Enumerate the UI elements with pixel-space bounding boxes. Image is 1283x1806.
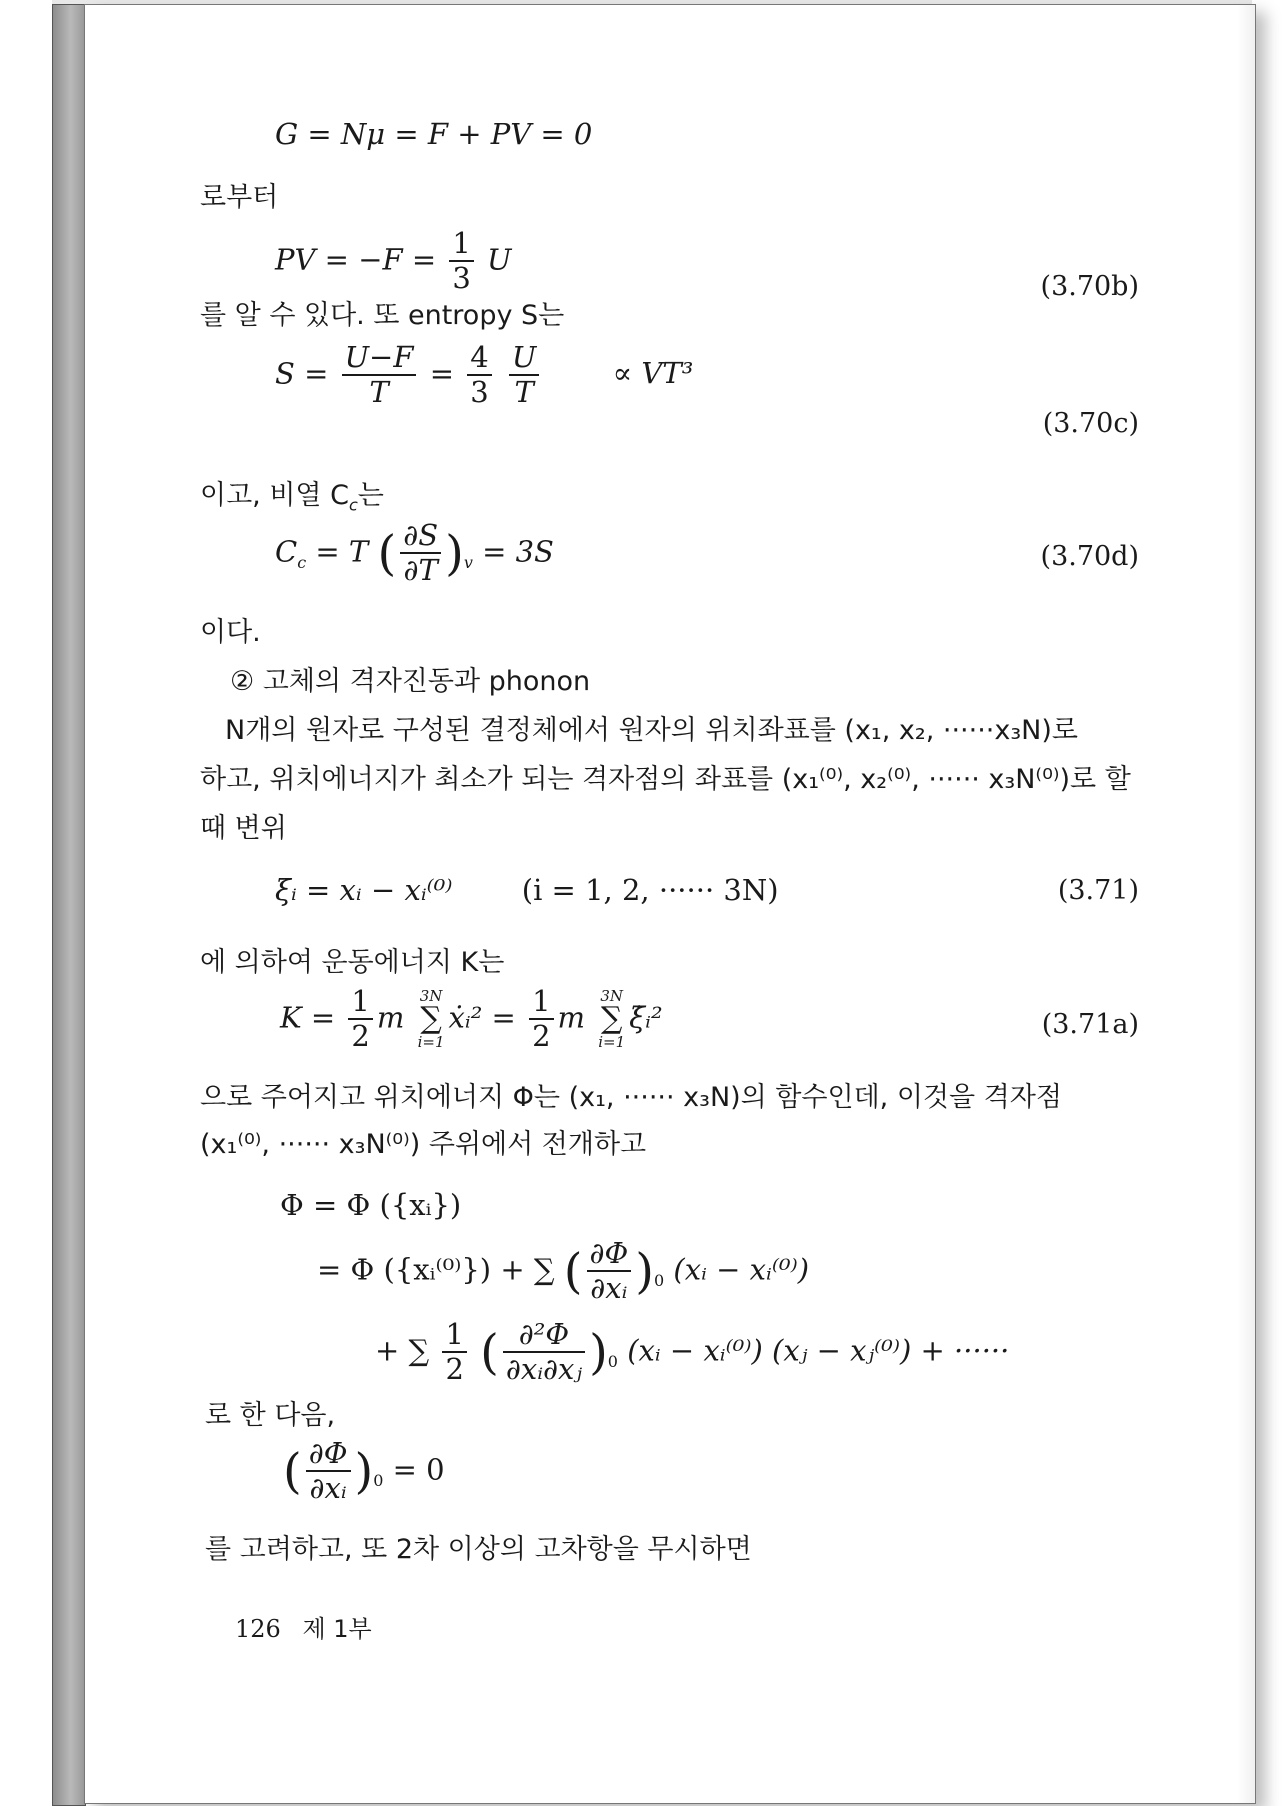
eq-phi-line-2-paren-left: ( xyxy=(563,1243,583,1300)
eq-k-half-1-den: 2 xyxy=(351,1019,370,1054)
eq-c-left-sub: c xyxy=(297,553,307,573)
paragraph-1-line-3 xyxy=(200,806,287,845)
book-page xyxy=(84,4,1256,1804)
eq-pv-fraction xyxy=(449,227,473,296)
eq-phi-line-2-paren-right: ) xyxy=(635,1243,655,1300)
text-biyeol-tail: 는 xyxy=(357,480,384,511)
paragraph-2-line-2 xyxy=(200,1122,646,1161)
eq-s-frac-3-num: U xyxy=(509,341,539,376)
equation-3-71 xyxy=(275,873,779,907)
equation-number-3-70c: (3.70c) xyxy=(1042,408,1139,439)
equation-number-3-71a: (3.71a) xyxy=(1041,1009,1139,1040)
eq-k-sum-2 xyxy=(598,988,625,1051)
equation-gibbs-text: G = Nμ = F + PV = 0 xyxy=(275,117,593,151)
equation-number-3-71: (3.71) xyxy=(1057,875,1139,906)
eq-phi-line-3-b: (xᵢ − xᵢ⁽⁰⁾) (xⱼ − xⱼ⁽⁰⁾) + ······ xyxy=(627,1333,1010,1368)
eq-phi-line-1-text: Φ = Φ ({xᵢ}) xyxy=(280,1188,462,1222)
paragraph-1-line-1-text: N개의 원자로 구성된 결정체에서 원자의 위치좌표를 (x₁, x₂, ······x₃N)로 xyxy=(225,715,1078,746)
eq-phi-line-3-half-den: 2 xyxy=(445,1352,464,1387)
equation-phi-line-1 xyxy=(280,1188,461,1222)
eq-pv-frac-num: 1 xyxy=(449,227,473,262)
text-last-line xyxy=(205,1527,752,1566)
equation-phi-line-3 xyxy=(375,1318,1009,1387)
eq-s-frac-3 xyxy=(509,341,539,410)
equation-3-71a xyxy=(280,985,663,1054)
eq-k-sum-2-top: 3N xyxy=(600,986,624,1005)
text-handaeum xyxy=(205,1393,335,1432)
equation-stationary xyxy=(283,1437,445,1506)
eq-phi-line-3-a: + ∑ xyxy=(375,1333,430,1368)
eq-phi-line-3-half-num: 1 xyxy=(442,1318,466,1353)
equation-gibbs xyxy=(275,117,592,151)
paragraph-1-line-2-text: 하고, 위치에너지가 최소가 되는 격자점의 좌표를 (x₁⁽⁰⁾, x₂⁽⁰⁾, ······ x₃N⁽⁰⁾)로 할 xyxy=(200,764,1131,795)
eq-s-frac-1-num: U−F xyxy=(342,341,417,376)
paragraph-2-line-1 xyxy=(200,1075,1062,1114)
eq-c-paren-right: ) xyxy=(445,525,464,582)
paragraph-1-line-3-text: 때 변위 xyxy=(200,813,287,844)
text-kinetic-label: 에 의하여 운동에너지 K는 xyxy=(200,947,505,978)
eq-phi-line-3-frac-num: ∂²Φ xyxy=(503,1318,585,1353)
eq-c-frac-num: ∂S xyxy=(400,519,441,554)
equation-number-3-70d: (3.70d) xyxy=(1040,541,1139,572)
eq-c-right: = 3S xyxy=(482,534,554,569)
text-robuteo xyxy=(200,175,278,214)
part-label: 제 1부 xyxy=(302,1615,372,1643)
equation-3-70b xyxy=(275,227,511,296)
eq-k-half-1-num: 1 xyxy=(348,985,372,1020)
eq-k-left: K = xyxy=(280,1000,336,1035)
eq-phi-line-2-fraction xyxy=(587,1237,632,1306)
eq-stationary-right: = 0 xyxy=(392,1452,445,1487)
eq-phi-line-3-half xyxy=(442,1318,466,1387)
eq-s-left: S = xyxy=(275,356,329,391)
equation-3-70c xyxy=(275,341,693,410)
eq-c-paren-left: ( xyxy=(377,525,397,582)
eq-k-xidot: ξ̇ᵢ² xyxy=(629,1000,663,1035)
eq-phi-line-2-frac-den: ∂xᵢ xyxy=(590,1271,628,1306)
eq-phi-line-3-fraction xyxy=(503,1318,585,1387)
paragraph-2-line-1-text: 으로 주어지고 위치에너지 Φ는 (x₁, ······ x₃N)의 함수인데, 이것을 격자점 xyxy=(200,1082,1062,1113)
eq-k-sum-2-bottom: i=1 xyxy=(598,1033,626,1052)
eq-s-frac-2 xyxy=(467,341,491,410)
text-entropy-label: 를 알 수 있다. 또 entropy S는 xyxy=(200,300,565,331)
eq-s-equals: = xyxy=(429,356,455,391)
eq-k-sum-1-top: 3N xyxy=(419,986,443,1005)
text-robuteo-label: 로부터 xyxy=(200,182,279,213)
eq-k-half-2-den: 2 xyxy=(532,1019,551,1054)
eq-s-proportional: ∝ VT³ xyxy=(612,356,694,391)
equation-3-70d xyxy=(275,519,554,588)
section-heading xyxy=(230,659,590,698)
eq-stationary-frac-num: ∂Φ xyxy=(306,1437,351,1472)
equation-phi-line-2 xyxy=(317,1237,809,1306)
eq-pv-right: U xyxy=(487,242,512,277)
text-biyeol-sub: c xyxy=(348,495,358,515)
eq-k-sum-1-bottom: i=1 xyxy=(417,1033,445,1052)
book-spine xyxy=(52,4,86,1806)
eq-phi-line-2-frac-num: ∂Φ xyxy=(587,1237,632,1272)
eq-phi-line-2-a: = Φ ({xᵢ⁽⁰⁾}) + ∑ xyxy=(317,1252,555,1287)
eq-pv-frac-den: 3 xyxy=(452,261,471,296)
eq-k-sum-1-sigma: ∑ xyxy=(420,1001,442,1037)
eq-k-half-2-num: 1 xyxy=(529,985,553,1020)
page-footer xyxy=(235,1609,372,1644)
section-heading-label: ② 고체의 격자진동과 phonon xyxy=(230,666,591,697)
page-shade xyxy=(1237,5,1255,1803)
eq-k-half-2 xyxy=(529,985,553,1054)
eq-c-mid: = T xyxy=(306,534,369,569)
paragraph-1-line-2 xyxy=(200,757,1131,796)
eq-xi-text: ξᵢ = xᵢ − xᵢ⁽⁰⁾ xyxy=(275,873,453,907)
eq-xi-range: (i = 1, 2, ······ 3N) xyxy=(521,873,779,907)
eq-k-m-1: m xyxy=(376,1000,405,1035)
eq-stationary-sub-zero: 0 xyxy=(373,1471,384,1491)
eq-s-frac-1 xyxy=(342,341,417,410)
eq-c-sub-v: v xyxy=(463,553,473,573)
eq-k-m-2: m xyxy=(557,1000,586,1035)
eq-stationary-paren-right: ) xyxy=(354,1443,374,1500)
text-handaeum-label: 로 한 다음, xyxy=(205,1400,336,1431)
eq-s-frac-2-num: 4 xyxy=(467,341,491,376)
text-ida xyxy=(200,610,261,649)
page-number: 126 xyxy=(235,1615,281,1643)
eq-phi-line-2-b: (xᵢ − xᵢ⁽⁰⁾) xyxy=(673,1252,810,1287)
eq-stationary-frac-den: ∂xᵢ xyxy=(309,1471,347,1506)
text-last-line-label: 를 고려하고, 또 2차 이상의 고차항을 무시하면 xyxy=(205,1534,752,1565)
eq-s-frac-2-den: 3 xyxy=(470,375,489,410)
eq-s-frac-3-den: T xyxy=(514,375,534,410)
text-biyeol-label: 이고, 비열 C xyxy=(200,480,349,511)
eq-c-left: C xyxy=(275,534,298,569)
eq-s-frac-1-den: T xyxy=(369,375,389,410)
eq-phi-line-3-paren-right: ) xyxy=(589,1324,608,1381)
eq-k-sum-2-sigma: ∑ xyxy=(601,1001,623,1037)
eq-pv-left: PV = −F = xyxy=(275,242,437,277)
eq-stationary-paren-left: ( xyxy=(283,1443,302,1500)
eq-phi-line-3-sub-zero: 0 xyxy=(607,1352,618,1372)
eq-c-fraction xyxy=(400,519,441,588)
text-entropy xyxy=(200,293,564,332)
eq-stationary-fraction xyxy=(306,1437,351,1506)
text-ida-label: 이다. xyxy=(200,617,261,648)
eq-phi-line-3-paren-left: ( xyxy=(480,1324,499,1381)
equation-number-3-70b: (3.70b) xyxy=(1040,271,1139,302)
eq-k-sum-1 xyxy=(418,988,445,1051)
eq-c-frac-den: ∂T xyxy=(403,553,438,588)
eq-phi-line-2-sub-zero: 0 xyxy=(654,1271,665,1291)
paragraph-1-line-1 xyxy=(225,708,1078,747)
text-biyeol xyxy=(200,473,384,514)
eq-k-xdot: ẋᵢ² xyxy=(448,1000,483,1035)
eq-phi-line-3-frac-den: ∂xᵢ∂xⱼ xyxy=(505,1352,583,1387)
eq-k-half-1 xyxy=(348,985,372,1054)
eq-k-equals: = xyxy=(491,1000,516,1035)
paragraph-2-line-2-text: (x₁⁽⁰⁾, ······ x₃N⁽⁰⁾) 주위에서 전개하고 xyxy=(200,1129,647,1160)
text-kinetic xyxy=(200,940,504,979)
